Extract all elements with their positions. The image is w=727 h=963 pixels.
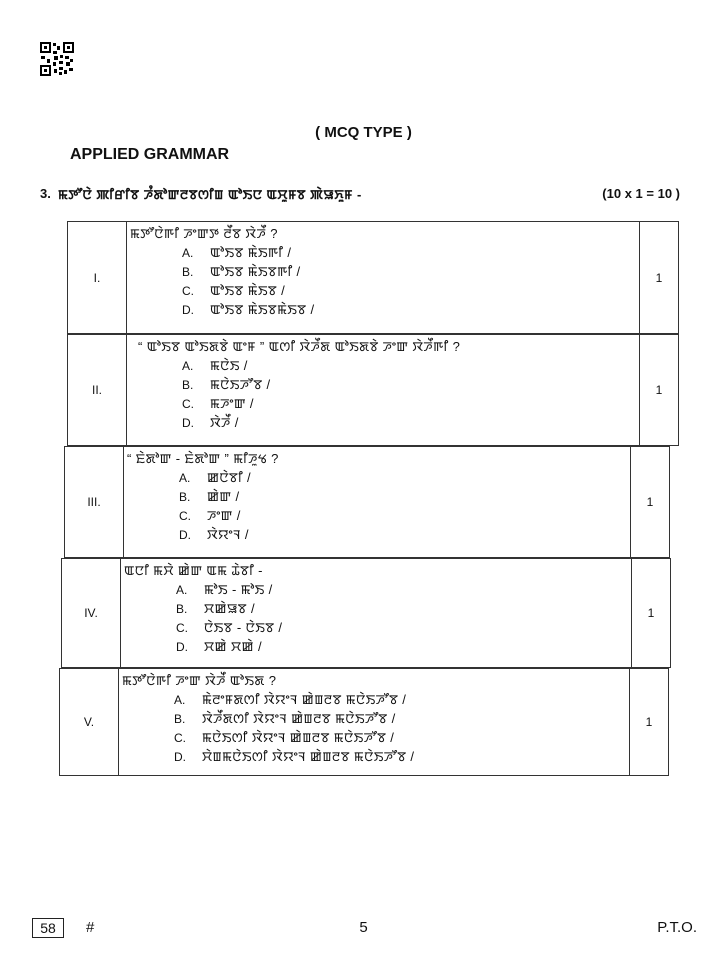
option-c: C. ꯅꯥꯏꯕ - ꯅꯥꯏꯕ / — [176, 620, 283, 635]
row-content — [122, 669, 626, 775]
question-row — [59, 668, 669, 776]
mcq-type-heading: ( MCQ TYPE ) — [315, 124, 412, 141]
row-marks: 1 — [639, 222, 678, 333]
row-number: II. — [68, 335, 127, 445]
paper-code: 58 — [32, 918, 64, 938]
option-d: D. ꯋꯥꯌꯦꯜ / — [179, 527, 249, 542]
pto-label: P.T.O. — [657, 919, 697, 936]
option-d: D. ꯋꯥꯍꯩ / — [182, 415, 239, 430]
hash-mark: # — [86, 919, 95, 936]
question-row — [67, 221, 679, 334]
row-marks: 1 — [639, 335, 678, 445]
row-number: IV. — [62, 559, 121, 667]
question-row — [67, 334, 679, 446]
row-question: ꯃꯇꯧꯅꯥꯒꯤ ꯍꯦꯛ ꯋꯥꯍꯩ ꯑꯣꯏꯗ ? — [122, 673, 277, 688]
question-row — [64, 446, 670, 558]
row-question: ꯃꯇꯧꯅꯥꯒꯤ ꯍꯦꯛꯇ ꯂꯩꯕ ꯋꯥꯍꯩ ? — [130, 226, 278, 241]
option-b: B. ꯋꯥꯍꯩꯗꯁꯤ ꯋꯥꯌꯦꯜ ꯀꯥꯡꯂꯕ ꯃꯅꯥꯏꯍꯧꯕ / — [174, 711, 396, 726]
option-c: C. ꯍꯦꯛ / — [179, 508, 241, 523]
option-b: B. ꯑꯣꯏꯕ ꯃꯥꯏꯕꯒꯤ / — [182, 264, 301, 279]
option-c: C. ꯃꯅꯥꯏꯁꯤ ꯋꯥꯌꯦꯜ ꯀꯥꯡꯂꯕ ꯃꯅꯥꯏꯍꯧꯕ / — [174, 730, 395, 745]
question-row — [61, 558, 671, 668]
page-number: 5 — [359, 919, 368, 936]
question-number: 3. — [40, 186, 51, 201]
option-a: A. ꯃꯣꯏ - ꯃꯣꯏ / — [176, 582, 273, 597]
option-d: D. ꯆꯥꯡꯃꯅꯥꯏꯁꯤ ꯋꯥꯌꯦꯜ ꯀꯥꯡꯂꯕ ꯃꯅꯥꯏꯍꯧꯕ / — [174, 749, 415, 764]
option-d: D. ꯆꯀꯥ ꯆꯀꯥ / — [176, 639, 262, 654]
row-number: III. — [65, 447, 124, 557]
option-a: A. ꯃꯅꯥꯏ / — [182, 358, 248, 373]
question-instruction: ꯃꯇꯧꯅꯥ ꯄꯤꯔꯤꯕ ꯍꯪꯗꯣꯛꯂꯕꯁꯤꯡ ꯑꯣꯏꯅ ꯑꯆꯨꯝꯕ ꯄꯥꯎꯈꯨꯝ - — [58, 187, 362, 202]
option-b: B. ꯆꯀꯥꯎꯕ / — [176, 601, 256, 616]
option-a: A. ꯑꯣꯏꯕ ꯃꯥꯏꯒꯤ / — [182, 245, 292, 260]
row-content — [130, 335, 636, 445]
option-c: C. ꯑꯣꯏꯕ ꯃꯥꯏꯕ / — [182, 283, 286, 298]
row-marks: 1 — [629, 669, 668, 775]
option-a: A. ꯃꯥꯂꯦꯝꯗꯁꯤ ꯋꯥꯌꯦꯜ ꯀꯥꯡꯂꯕ ꯃꯅꯥꯏꯍꯧꯕ / — [174, 692, 407, 707]
row-content — [127, 447, 627, 557]
row-marks: 1 — [631, 559, 670, 667]
section-title: APPLIED GRAMMAR — [70, 146, 230, 163]
row-content — [130, 222, 636, 333]
option-a: A. ꯀꯅꯥꯕꯤ / — [179, 470, 252, 485]
row-number: V. — [60, 669, 119, 775]
row-question: ꯑꯅꯤ ꯃꯆꯥ ꯀꯥꯛ ꯑꯃ ꯊꯥꯕꯤ - — [124, 563, 263, 578]
row-question: “ ꯑꯣꯏꯕ ꯑꯣꯏꯗꯕꯥ ꯑꯦꯝ ” ꯑꯁꯤ ꯋꯥꯍꯩꯗ ꯑꯣꯏꯗꯕꯥ ꯍꯦꯛ ꯋꯥꯍꯩꯒꯤ ? — [138, 339, 461, 354]
row-number: I. — [68, 222, 127, 333]
qr-code — [40, 42, 74, 76]
option-b: B. ꯃꯅꯥꯏꯍꯧꯕ / — [182, 377, 271, 392]
row-marks: 1 — [630, 447, 669, 557]
marks-scheme: (10 x 1 = 10 ) — [602, 186, 680, 201]
option-d: D. ꯑꯣꯏꯕ ꯃꯥꯏꯕꯃꯥꯏꯕ / — [182, 302, 315, 317]
option-c: C. ꯃꯍꯦꯛ / — [182, 396, 254, 411]
page-footer — [0, 918, 727, 940]
option-b: B. ꯀꯥꯛ / — [179, 489, 240, 504]
row-content — [124, 559, 628, 667]
row-question: “ ꯐꯥꯗꯣꯛ - ꯐꯥꯗꯣꯛ ” ꯃꯤꯍꯨꯠ ? — [127, 451, 279, 466]
